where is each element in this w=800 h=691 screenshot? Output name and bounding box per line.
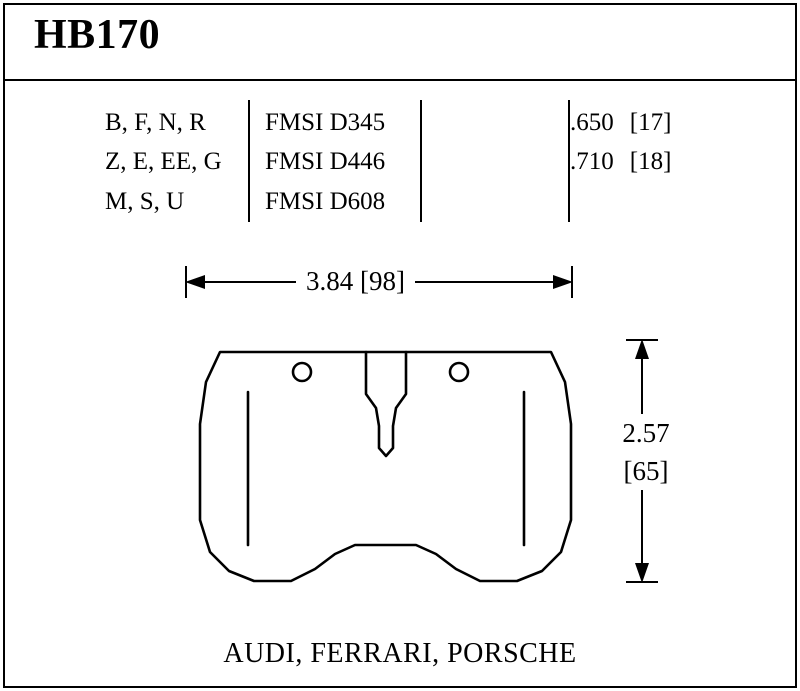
compound-column	[105, 103, 240, 221]
thickness-mm: [17]	[629, 109, 672, 136]
spec-table	[105, 103, 695, 221]
thickness-inch: .710	[570, 148, 614, 176]
vehicle-applications: AUDI, FERRARI, PORSCHE	[223, 638, 577, 669]
thickness-inch: .650	[570, 109, 614, 136]
compound-row: M, S, U	[105, 187, 185, 215]
compound-row: Z, E, EE, G	[105, 148, 222, 176]
height-dimension-inch: 2.57	[622, 418, 670, 448]
thickness-row	[570, 103, 750, 142]
height-dimension-mm: [65]	[623, 456, 669, 486]
table-divider-1	[248, 100, 250, 222]
thickness-mm: [18]	[629, 148, 672, 176]
fmsi-row: FMSI D345	[265, 109, 386, 136]
fmsi-row: FMSI D608	[265, 187, 386, 215]
divider-under-title	[5, 79, 795, 81]
arrow-right-icon	[553, 275, 573, 289]
brake-pad-outline-drawing	[180, 330, 592, 592]
arrow-down-icon	[635, 563, 649, 583]
thickness-column	[570, 103, 750, 221]
page-title: HB170	[34, 12, 161, 58]
fmsi-column	[265, 103, 525, 221]
thickness-row	[570, 142, 750, 181]
height-dimension-label	[600, 414, 692, 490]
table-divider-3	[568, 100, 570, 222]
table-divider-2	[420, 100, 422, 222]
fmsi-row: FMSI D446	[265, 148, 386, 176]
width-dimension-label: 3.84 [98]	[296, 263, 415, 299]
compound-row: B, F, N, R	[105, 109, 206, 136]
